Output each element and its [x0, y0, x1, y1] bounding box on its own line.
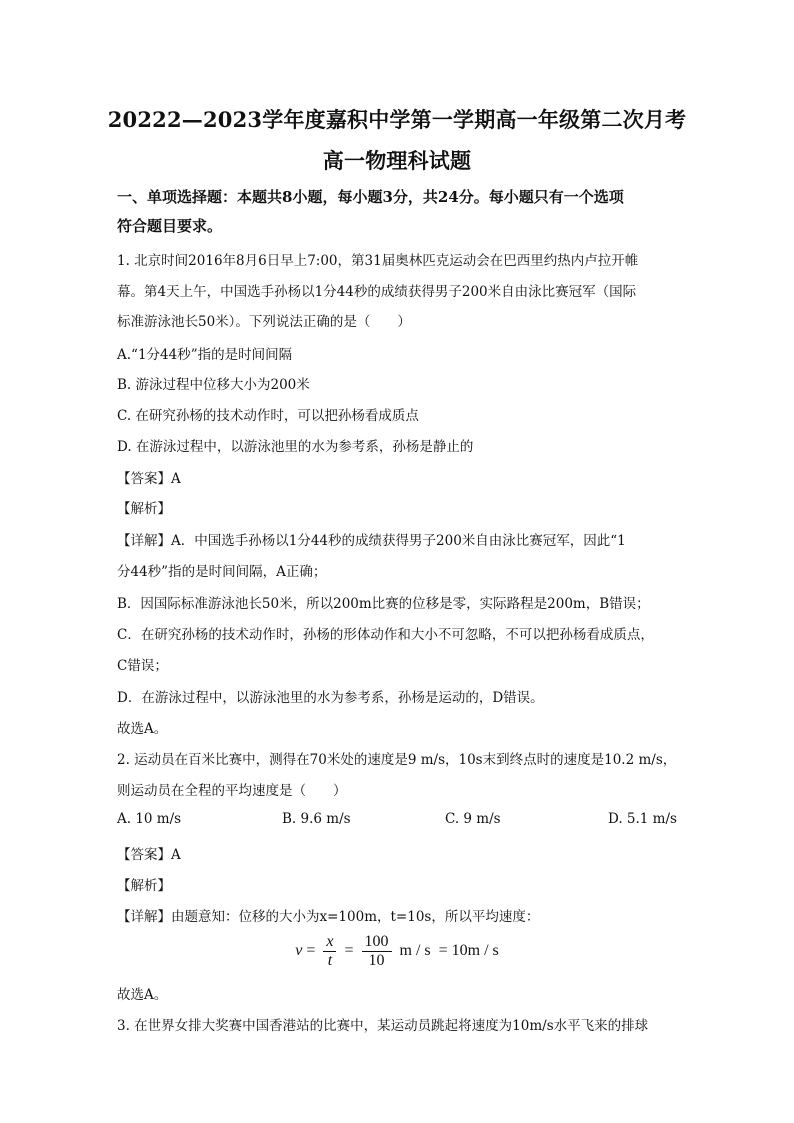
formula-lhs: v: [295, 942, 303, 959]
formula-unit: m / s: [399, 942, 431, 959]
q1-detail: 分44秒”指的是时间间隔，A正确；: [117, 564, 327, 580]
fraction-numerator: 100: [362, 933, 392, 952]
q2-answer: 【答案】A: [117, 847, 181, 863]
formula-fraction: [323, 933, 336, 970]
q2-option-d: D. 5.1 m/s: [608, 811, 677, 827]
q1-detail: C错误；: [117, 658, 168, 674]
q2-detail: 【详解】由题意知：位移的大小为x=100m，t=10s，所以平均速度：: [117, 909, 540, 925]
exam-subtitle: 高一物理科试题: [322, 148, 472, 173]
q2-option-c: C. 9 m/s: [445, 811, 501, 827]
q1-stem: 标准游泳池长50米）。下列说法正确的是（ ）: [117, 314, 411, 330]
q1-detail: C．在研究孙杨的技术动作时，孙杨的形体动作和大小不可忽略，不可以把孙杨看成质点，: [117, 627, 654, 643]
q1-stem: 1. 北京时间2016年8月6日早上7:00，第31届奥林匹克运动会在巴西里约热内卢拉开帷: [117, 253, 639, 269]
q2-conclusion: 故选A。: [117, 987, 168, 1003]
formula-result: 10m / s: [451, 942, 499, 959]
q2-option-b: B. 9.6 m/s: [282, 811, 351, 827]
section-heading: 一、单项选择题：本题共8小题，每小题3分，共24分。每小题只有一个选项: [117, 188, 624, 206]
q2-option-a: A. 10 m/s: [117, 811, 182, 827]
formula-equals: =: [438, 942, 448, 959]
q1-conclusion: 故选A。: [117, 721, 168, 737]
q1-option-a: A.“1分44秒”指的是时间间隔: [117, 347, 293, 363]
q1-stem: 幕。第4天上午，中国选手孙杨以1分44秒的成绩获得男子200米自由泳比赛冠军（国际: [117, 284, 637, 300]
q3-stem: 3. 在世界女排大奖赛中国香港站的比赛中，某运动员跳起将速度为10m/s水平飞来的排球: [117, 1018, 649, 1034]
q1-option-d: D. 在游泳过程中，以游泳池里的水为参考系，孙杨是静止的: [117, 439, 474, 455]
q1-option-c: C. 在研究孙杨的技术动作时，可以把孙杨看成质点: [117, 408, 419, 424]
q1-detail: B．因国际标准游泳池长50米，所以200m比赛的位移是零，实际路程是200m，B错误；: [117, 596, 650, 612]
fraction-denominator: 10: [368, 951, 385, 969]
formula-fraction: [362, 933, 392, 970]
formula-equals: =: [344, 942, 354, 959]
velocity-formula: [0, 930, 794, 972]
q1-answer: 【答案】A: [117, 471, 181, 487]
q1-analysis-label: 【解析】: [117, 501, 171, 517]
q1-detail: 【详解】A．中国选手孙杨以1分44秒的成绩获得男子200米自由泳比赛冠军，因此“1: [117, 533, 626, 549]
exam-title: 20222—2023学年度嘉积中学第一学期高一年级第二次月考: [107, 107, 687, 132]
fraction-numerator: x: [323, 933, 336, 952]
fraction-denominator: t: [327, 951, 333, 969]
section-heading-cont: 符合题目要求。: [117, 217, 223, 235]
q1-option-b: B. 游泳过程中位移大小为200米: [117, 377, 310, 393]
q2-stem: 2. 运动员在百米比赛中，测得在70米处的速度是9 m/s，10s末到终点时的速度是10.2 m/s，: [117, 752, 677, 768]
q2-stem: 则运动员在全程的平均速度是（ ）: [117, 783, 347, 799]
formula-equals: =: [306, 942, 316, 959]
q1-detail: D．在游泳过程中，以游泳池里的水为参考系，孙杨是运动的，D错误。: [117, 690, 544, 706]
q2-analysis-label: 【解析】: [117, 878, 171, 894]
